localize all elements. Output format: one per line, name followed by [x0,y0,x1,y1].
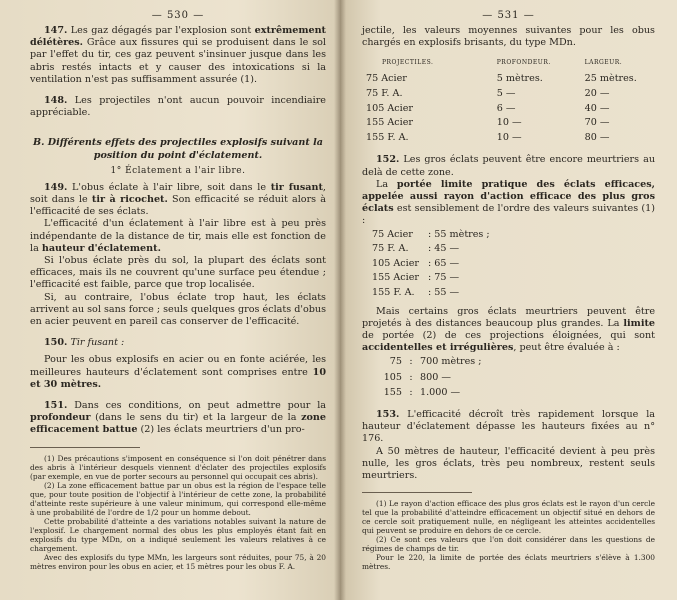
footnote-r3: Pour le 220, la limite de portée des éclats meurtriers s'élève à 1.300 mètres. [362,553,655,572]
largeur-cell: 80 — [584,131,610,143]
list-item-calibre: 155 [383,386,402,398]
profondeur-cell: 5 — [496,88,516,99]
right-page-number: — 531 — [482,10,535,21]
paragraph-148: 148. Les projectiles n'ont aucun pouvoir incendiaire appréciable. [30,95,326,119]
footnote-2b: Cette probabilité d'atteinte a des variations notables suivant la nature de l'explosif. Le chargement normal des obus les plus employés étant fait en explosifs du type MDn, on a indiqué seulement les valeurs relatives à ce chargement. [30,516,326,553]
list-item-value: 700 mètres ; [420,356,482,368]
profondeur-cell: 10 — [496,131,522,143]
list-item [372,370,655,385]
book-gutter [334,0,346,600]
list-item [372,354,655,369]
list-item-value: : 55 mètres ; [428,228,490,240]
list-item-sep: : [409,356,413,368]
paragraph-150: Pour les obus explosifs en acier ou en fonte aciérée, les meilleures hauteurs d'éclatement sont comprises entre 10 et 30 mètres. [30,354,326,390]
projectile-cell: 155 Acier [366,117,413,129]
subsection-heading: 1° Éclatement a l'air libre. [110,165,246,176]
left-page-number: — 530 — [151,10,205,21]
col-projectiles: PROJECTILES. [382,59,434,67]
list-item-label: 155 Acier [372,272,419,284]
col-profondeur: PROFONDEUR. [496,59,551,67]
paragraph-151-cont: jectile, les valeurs moyennes suivantes pour les obus chargés en explosifs brisants, du type MDn. [362,25,655,49]
list-item-sep: : [409,386,413,398]
list-item-calibre: 105 [383,371,402,383]
paragraph-149-2: L'efficacité d'un éclatement à l'air libre est à peu près indépendante de la distance de tir, mais elle est fonction de la hauteur d'éclatement. [30,218,326,254]
paragraph-147: 147. Les gaz dégagés par l'explosion sont extrêmement délétères. Grâce aux fissures qui se produisent dans le sol par l'effet du tir, ces gaz peuvent s'insinuer jusque dans les abris restés intacts et y causer des intoxications si la ventilation n'est pas suffisamment assurée (1). [30,25,326,85]
projectile-table [362,53,655,145]
list-item [372,242,655,257]
list-item-label: 75 Acier [372,228,413,240]
list-item-label: 155 F. A. [372,286,415,298]
table-row [362,87,655,102]
footnote-rule-right [362,492,472,493]
projectile-cell: 75 Acier [366,73,407,85]
paragraph-153: 153. L'efficacité décroît très rapidement lorsque la hauteur d'éclatement dépasse les hauteurs fixées au n° 176. [362,408,655,445]
table-row [362,72,655,87]
list-item-calibre: 75 [389,356,402,368]
profondeur-cell: 6 — [496,102,516,114]
list-item-value: : 75 — [428,272,460,284]
list-item [372,271,655,286]
list-item [372,385,655,400]
paragraph-152-2: La portée limite pratique des éclats efficaces, appelée aussi rayon d'action efficace des plus gros éclats est sensiblement de l'ordre des valeurs suivantes (1) : [362,178,655,227]
footnote-r2: (2) Ce sont ces valeurs que l'on doit considérer dans les questions de régimes de champs de tir. [362,535,655,554]
paragraph-152-3: Mais certains gros éclats meurtriers peuvent être projetés à des distances beaucoup plus grandes. La limite de portée (2) de ces projections éloignées, qui sont accidentelles et irrégulières, peut être évaluée à : [362,305,655,354]
list-item-value: 1.000 — [420,386,461,398]
paragraph-149: 149. L'obus éclate à l'air libre, soit dans le tir fusant, soit dans le tir à ricochet. Son efficacité se réduit alors à l'efficacité de ses éclats. [30,181,326,218]
largeur-cell: 70 — [584,117,610,129]
projectile-cell: 75 F. A. [366,88,403,99]
left-footnotes [30,454,326,571]
section-b-heading: B. Différents effets des projectiles explosifs suivant la position du point d'éclatement. [32,137,324,161]
right-footnotes [362,499,655,571]
list-item-value: : 65 — [428,257,460,269]
projectile-cell: 105 Acier [366,102,413,114]
limit-list [372,354,655,400]
paragraph-149-4: Si, au contraire, l'obus éclate trop haut, les éclats arrivent au sol sans force ; seuls quelques gros éclats d'obus en acier peuvent en pareil cas conserver de l'efficacité. [30,291,326,328]
paragraph-153-2: A 50 mètres de hauteur, l'efficacité devient à peu près nulle, les gros éclats, très peu nombreux, restent seuls meurtriers. [362,445,655,481]
list-item-sep: : [409,371,413,383]
table-row [362,131,655,146]
footnote-2c: Avec des explosifs du type MMn, les largeurs sont réduites, pour 75, à 20 mètres environ pour les obus en acier, et 15 mètres pour les obus F. A. [30,552,326,571]
range-list [372,228,655,301]
footnote-r1: (1) Le rayon d'action efficace des plus gros éclats est le rayon d'un cercle tel que la probabilité d'atteindre efficacement un objectif situé en dehors de ce cercle soit pratiquement nulle, en négligeant les atteintes accidentelles qui peuvent se produire en dehors de ce cercle. [362,499,655,536]
list-item-label: 105 Acier [372,257,419,269]
right-page [340,0,677,600]
list-item-value: 800 — [420,371,451,383]
paragraph-150-title: 150. Tir fusant : [44,337,125,349]
largeur-cell: 20 — [584,88,610,99]
table-row [362,116,655,131]
paragraph-149-3: Si l'obus éclate près du sol, la plupart des éclats sont efficaces, mais ils ne couvrent qu'une surface peu étendue ; l'efficacité est faible, parce que trop localisée. [30,255,326,291]
profondeur-cell: 5 mètres. [496,73,543,85]
list-item [372,257,655,272]
projectile-cell: 155 F. A. [366,131,409,143]
list-item [372,286,655,301]
list-item-value: : 45 — [428,243,460,255]
list-item-label: 75 F. A. [372,243,409,255]
list-item-value: : 55 — [428,286,460,298]
largeur-cell: 25 mètres. [584,73,637,85]
paragraph-152: 152. Les gros éclats peuvent être encore meurtriers au delà de cette zone. [362,154,655,178]
footnote-rule [30,447,140,448]
profondeur-cell: 10 — [496,117,522,129]
table-row [362,102,655,117]
list-item [372,228,655,243]
paragraph-151: 151. Dans ces conditions, on peut admettre pour la profondeur (dans le sens du tir) et la largeur de la zone efficacement battue (2) les éclats meurtriers d'un pro- [30,400,326,436]
footnote-2: (2) La zone efficacement battue par un obus est la région de l'espace telle que, pour toute position de l'objectif à l'intérieur de cette zone, la probabilité d'atteinte reste supérieure à une valeur minimum, qui correspond elle-même à une probabilité de l'ordre de 1/2 pour un homme debout. [30,480,326,517]
col-largeur: LARGEUR. [584,59,623,67]
largeur-cell: 40 — [584,102,610,114]
footnote-1: (1) Des précautions s'imposent en conséquence si l'on doit pénétrer dans des abris à l'intérieur desquels viennent d'éclater des projectiles explosifs (par exemple, en vue de porter secours au personnel qui occupait ces abris). [30,453,326,481]
